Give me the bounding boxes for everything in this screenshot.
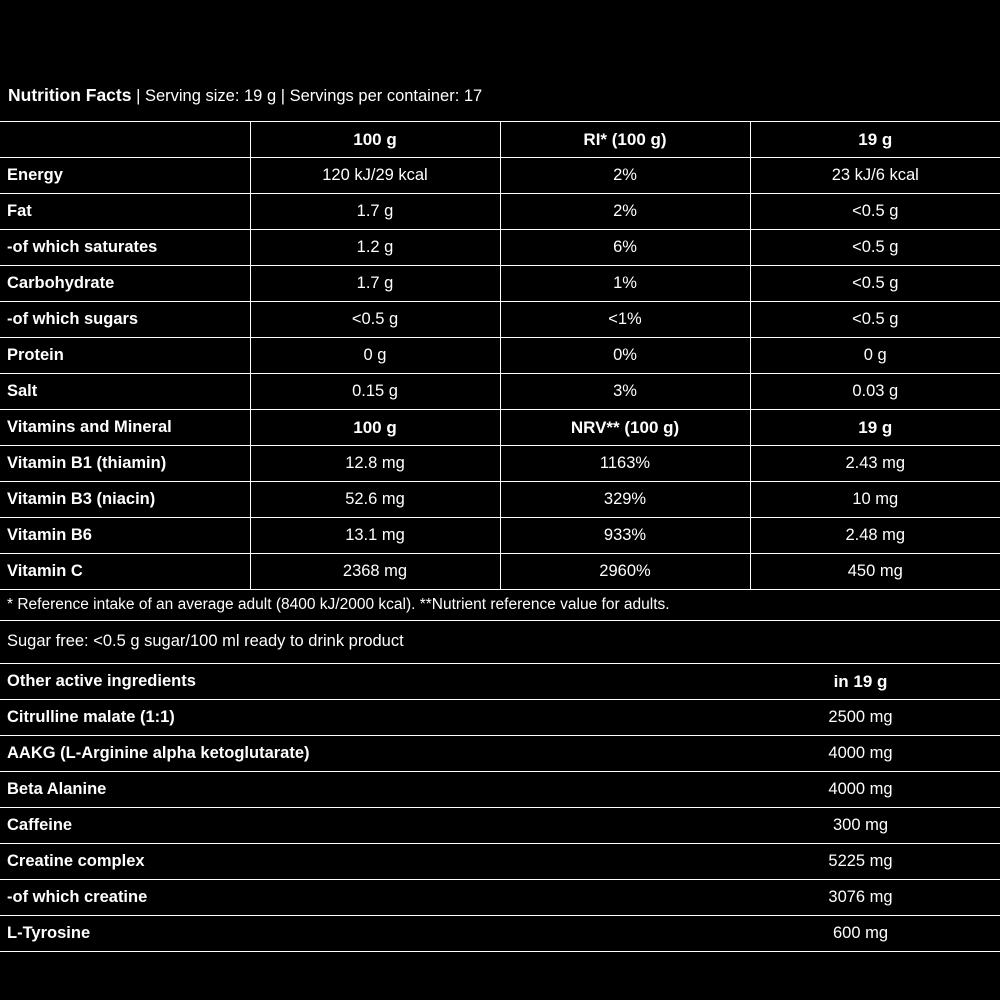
vitamin-per-100g: 52.6 mg xyxy=(250,482,500,518)
nutrient-per-serving: <0.5 g xyxy=(750,266,1000,302)
nutrient-per-100g: 1.7 g xyxy=(250,194,500,230)
ingredient-amount: 4000 mg xyxy=(714,736,1000,772)
ingredient-amount: 4000 mg xyxy=(714,772,1000,808)
reference-intake-footnote: * Reference intake of an average adult (8400 kJ/2000 kcal). **Nutrient reference value for adults. xyxy=(0,590,1000,621)
nutrient-name: Protein xyxy=(0,338,250,374)
vitamin-per-100g: 2368 mg xyxy=(250,554,500,590)
vitamins-column-nrv: NRV** (100 g) xyxy=(500,410,750,446)
vitamin-per-100g: 12.8 mg xyxy=(250,446,500,482)
servings-per-container-text: Servings per container: 17 xyxy=(289,87,483,105)
vitamin-per-serving: 2.43 mg xyxy=(750,446,1000,482)
nutrient-per-serving: <0.5 g xyxy=(750,302,1000,338)
nutrient-per-serving: 0.03 g xyxy=(750,374,1000,410)
nutrient-ri: <1% xyxy=(500,302,750,338)
nutrient-name: Carbohydrate xyxy=(0,266,250,302)
nutrient-per-serving: 0 g xyxy=(750,338,1000,374)
table-row xyxy=(0,844,1000,880)
nutrition-facts-heading-row xyxy=(0,72,1000,122)
table-row xyxy=(0,266,1000,302)
ingredient-name: -of which creatine xyxy=(0,880,714,916)
table-row xyxy=(0,772,1000,808)
heading-separator-1: | xyxy=(136,87,141,105)
ingredient-name: Citrulline malate (1:1) xyxy=(0,700,714,736)
vitamins-section-label: Vitamins and Mineral xyxy=(0,410,250,446)
table-row xyxy=(0,158,1000,194)
table-row xyxy=(0,554,1000,590)
table-row xyxy=(0,374,1000,410)
nutrient-ri: 2% xyxy=(500,194,750,230)
vitamin-name: Vitamin B3 (niacin) xyxy=(0,482,250,518)
serving-size-text: Serving size: 19 g xyxy=(144,87,277,105)
other-active-ingredients-table xyxy=(0,663,1000,952)
nutrient-name: Fat xyxy=(0,194,250,230)
table-row xyxy=(0,518,1000,554)
ingredient-name: Beta Alanine xyxy=(0,772,714,808)
nutrient-ri: 3% xyxy=(500,374,750,410)
ingredient-name: Creatine complex xyxy=(0,844,714,880)
nutrient-ri: 1% xyxy=(500,266,750,302)
table-row xyxy=(0,736,1000,772)
vitamins-column-per-serving: 19 g xyxy=(750,410,1000,446)
nutrient-name: Energy xyxy=(0,158,250,194)
vitamin-nrv: 933% xyxy=(500,518,750,554)
ingredient-amount: 5225 mg xyxy=(714,844,1000,880)
nutrient-name: -of which sugars xyxy=(0,302,250,338)
vitamin-per-serving: 450 mg xyxy=(750,554,1000,590)
ingredient-amount: 2500 mg xyxy=(714,700,1000,736)
vitamin-per-serving: 2.48 mg xyxy=(750,518,1000,554)
vitamins-header-row xyxy=(0,410,1000,446)
vitamins-column-per-100g: 100 g xyxy=(250,410,500,446)
vitamin-name: Vitamin B1 (thiamin) xyxy=(0,446,250,482)
nutrition-facts-heading xyxy=(0,72,1000,122)
nutrition-facts-table xyxy=(0,72,1000,661)
sugar-free-note: Sugar free: <0.5 g sugar/100 ml ready to drink product xyxy=(0,621,1000,662)
table-row xyxy=(0,230,1000,266)
nutrient-ri: 0% xyxy=(500,338,750,374)
nutrient-name: Salt xyxy=(0,374,250,410)
nutrient-per-serving: 23 kJ/6 kcal xyxy=(750,158,1000,194)
table-row xyxy=(0,700,1000,736)
nutrition-column-header-row xyxy=(0,122,1000,158)
ingredient-amount: 3076 mg xyxy=(714,880,1000,916)
table-row xyxy=(0,194,1000,230)
heading-separator-2: | xyxy=(280,87,286,105)
nutrient-per-100g: 120 kJ/29 kcal xyxy=(250,158,500,194)
other-ingredients-header-label: Other active ingredients xyxy=(0,664,714,700)
nutrient-ri: 6% xyxy=(500,230,750,266)
table-row xyxy=(0,808,1000,844)
column-header-per-serving: 19 g xyxy=(750,122,1000,158)
column-header-per-100g: 100 g xyxy=(250,122,500,158)
nutrient-ri: 2% xyxy=(500,158,750,194)
nutrient-per-100g: 1.2 g xyxy=(250,230,500,266)
column-header-ri: RI* (100 g) xyxy=(500,122,750,158)
vitamin-nrv: 329% xyxy=(500,482,750,518)
nutrition-facts-title: Nutrition Facts xyxy=(8,85,132,105)
column-header-blank xyxy=(0,122,250,158)
vitamin-per-100g: 13.1 mg xyxy=(250,518,500,554)
footnote-row xyxy=(0,590,1000,621)
nutrient-per-serving: <0.5 g xyxy=(750,194,1000,230)
table-row xyxy=(0,916,1000,952)
sugar-free-row xyxy=(0,621,1000,662)
table-row xyxy=(0,446,1000,482)
vitamin-name: Vitamin C xyxy=(0,554,250,590)
ingredient-name: L-Tyrosine xyxy=(0,916,714,952)
nutrient-per-100g: 0.15 g xyxy=(250,374,500,410)
top-margin xyxy=(0,0,1000,72)
bottom-margin xyxy=(0,992,1000,1000)
nutrient-per-100g: 0 g xyxy=(250,338,500,374)
nutrient-name: -of which saturates xyxy=(0,230,250,266)
vitamin-per-serving: 10 mg xyxy=(750,482,1000,518)
nutrient-per-serving: <0.5 g xyxy=(750,230,1000,266)
table-row xyxy=(0,338,1000,374)
table-row xyxy=(0,880,1000,916)
vitamin-name: Vitamin B6 xyxy=(0,518,250,554)
vitamin-nrv: 2960% xyxy=(500,554,750,590)
label-content xyxy=(0,72,1000,952)
nutrient-per-100g: 1.7 g xyxy=(250,266,500,302)
other-ingredients-header-row xyxy=(0,664,1000,700)
ingredient-name: Caffeine xyxy=(0,808,714,844)
nutrient-per-100g: <0.5 g xyxy=(250,302,500,338)
ingredient-name: AAKG (L-Arginine alpha ketoglutarate) xyxy=(0,736,714,772)
other-ingredients-header-amount: in 19 g xyxy=(714,664,1000,700)
vitamin-nrv: 1163% xyxy=(500,446,750,482)
ingredient-amount: 600 mg xyxy=(714,916,1000,952)
ingredient-amount: 300 mg xyxy=(714,808,1000,844)
table-row xyxy=(0,302,1000,338)
table-row xyxy=(0,482,1000,518)
